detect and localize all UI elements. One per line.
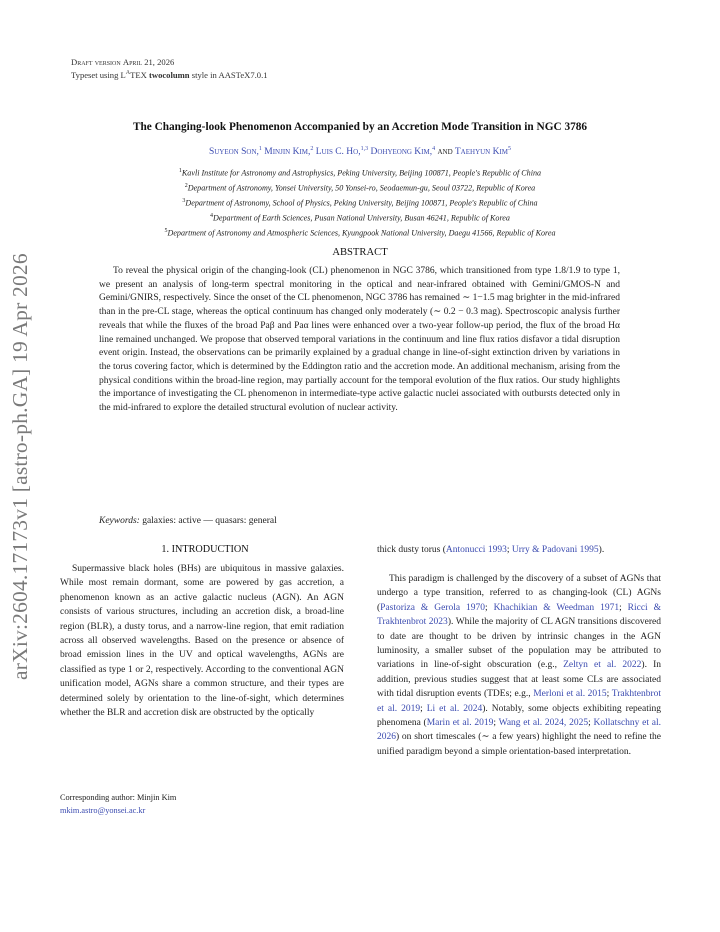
citation-link[interactable]: Pastoriza & Gerola 1970 (380, 602, 485, 613)
citation-link[interactable]: Li et al. 2024 (426, 703, 483, 714)
intro-paragraph-2: This paradigm is challenged by the discovery of a subset of AGNs that undergo a type transition, referred to as changing-look (CL) AGNs (Pastoriza & Gerola 1970; Khachikian & Weedman 1971; Ricci & Trakhtenbrot 2023). While the majority of CL AGN transitions discovered to date are thought to be driven by intrinsic changes in the AGN luminosity, a smaller subset of the population may be attributed to variations in line-of-sight obscuration (e.g., Zeltyn et al. 2022). In addition, previous studies suggest that at least some CLs are associated with tidal disruption events (TDEs; e.g., Merloni et al. 2015; Trakhtenbrot et al. 2019; Li et al. 2024). Notably, some objects exhibiting repeating phenomena (Marin et al. 2019; Wang et al. 2024, 2025; Kollatschny et al. 2026) on short timescales (∼ a few years) highlight the need to refine the unified paradigm beyond a simple orientation-based interpretation. (377, 574, 662, 757)
intro-continuation: thick dusty torus (Antonucci 1993; Urry & Padovani 1995). (377, 545, 605, 555)
citation-link[interactable]: Zeltyn et al. 2022 (563, 660, 642, 671)
abstract-heading: ABSTRACT (332, 247, 388, 258)
abstract-text: To reveal the physical origin of the changing-look (CL) phenomenon in NGC 3786, which transitioned from type 1.8/1.9 to type 1, we present an analysis of long-term spectral monitoring in the optical and near-infrared obtained with Gemini/GMOS-N and Gemini/GNIRS, respectively. Since the onset of the CL phenomenon, NGC 3786 has remained ∼ 1−1.5 mag brighter in the mid-infrared than in the pre-CL stage, whereas the optical continuum has changed only moderately (∼ 0.2 − 0.3 mag). Spectroscopic analysis further reveals that while the fluxes of the broad Paβ and Paα lines were enhanced over a two-year follow-up period, the flux of the broad Hα line remained unchanged. We propose that observed temporal variations in the continuum and line flux ratios disfavor a tidal disruption event origin. Instead, the observations can be primarily explained by a gradual change in line-of-sight extinction driven by variations in the torus covering factor, which is determined by the Eddington ratio and the accretion mode. An additional mechanism, arising from the physical conditions within the broad-line region, may partially account for the temporal evolution of the flux ratios. Our study highlights the importance of investigating the CL phenomenon in intermediate-type active galactic nuclei associated with outbursts detected only in the mid-infrared to explore the detailed structural evolution of nuclear activity. (99, 266, 620, 414)
citation-link[interactable]: Antonucci 1993 (445, 545, 507, 555)
affiliation-3: $^3$Department of Astronomy, School of Physics, Peking University, Beijing 100871, People's Republic of China (182, 197, 538, 208)
affiliations (70, 165, 650, 239)
citation-link[interactable]: Merloni et al. 2015 (533, 689, 607, 700)
arxiv-stamp: arXiv:2604.17173v1 [astro-ph.GA] 19 Apr 2026 (8, 253, 32, 680)
keywords: Keywords: galaxies: active — quasars: general (99, 516, 277, 526)
paper-title: The Changing-look Phenomenon Accompanied by an Accretion Mode Transition in NGC 3786 (132, 121, 588, 133)
corresponding-email-link[interactable]: mkim.astro@yonsei.ac.kr (60, 805, 146, 815)
author-and: and (437, 147, 453, 158)
citation-link[interactable]: Kollatschny et al. 2026 (377, 718, 662, 743)
citation-link[interactable]: Urry & Padovani 1995 (511, 545, 599, 555)
affiliation-1: $^1$Kavli Institute for Astronomy and Astrophysics, Peking University, Beijing 100871, People's Republic of China (178, 168, 542, 178)
author-1[interactable]: Suyeon Son,$^1$ (208, 146, 262, 158)
author-5[interactable]: Taehyun Kim$^5$ (454, 146, 512, 158)
author-3[interactable]: Luis C. Ho,$^{1,3}$ (315, 146, 369, 158)
citation-link[interactable]: Khachikian & Weedman 1971 (493, 602, 620, 613)
affiliation-4: $^4$Department of Earth Sciences, Pusan National University, Busan 46241, Republic of Korea (210, 212, 510, 223)
citation-link[interactable]: Marin et al. 2019 (426, 718, 494, 729)
affiliation-5: $^5$Department of Astronomy and Atmospheric Sciences, Kyungpook National University, Daegu 41566, Republic of Korea (164, 227, 556, 238)
author-list (70, 146, 650, 157)
citation-link[interactable]: Trakhtenbrot et al. 2019 (377, 689, 661, 714)
citation-link[interactable]: Wang et al. 2024, 2025 (498, 718, 589, 729)
draft-version-line: Draft version April 21, 2026 (71, 57, 175, 67)
intro-paragraph-1: Supermassive black holes (BHs) are ubiquitous in massive galaxies. While most remain dormant, some are powered by gas accretion, a phenomenon known as an active galactic nucleus (AGN). An AGN consists of various structures, including an accretion disk, a broad-line region (BLR), a dusty torus, and a narrow-line region, that emit radiation across all observed wavelengths. Based on the presence or absence of broad emission lines in the UV and optical wavelengths, AGNs are classified as type 1 or 2, respectively. According to the conventional AGN unification model, AGNs share a common structure, and their types are determined solely by orientation to the line-of-sight, which determines whether the BLR and accretion disk are obstructed by the optically (60, 564, 344, 719)
draft-header (71, 57, 268, 81)
corresponding-author (60, 792, 176, 817)
citation-link[interactable]: Ricci & Trakhtenbrot 2023 (377, 602, 661, 628)
section-heading-introduction: 1. INTRODUCTION (161, 544, 249, 555)
affiliation-2: $^2$Department of Astronomy, Yonsei University, 50 Yonsei-ro, Seodaemun-gu, Seoul 03722, Republic of Korea (184, 182, 536, 193)
author-2[interactable]: Minjin Kim,$^2$ (264, 146, 314, 158)
author-4[interactable]: Dohyeong Kim,$^4$ (370, 146, 436, 158)
corresponding-label: Corresponding author: Minjin Kim (60, 793, 177, 802)
typeset-line: Typeset using $L^ATEX$ twocolumn style in AASTeX7.0.1 (71, 69, 268, 80)
